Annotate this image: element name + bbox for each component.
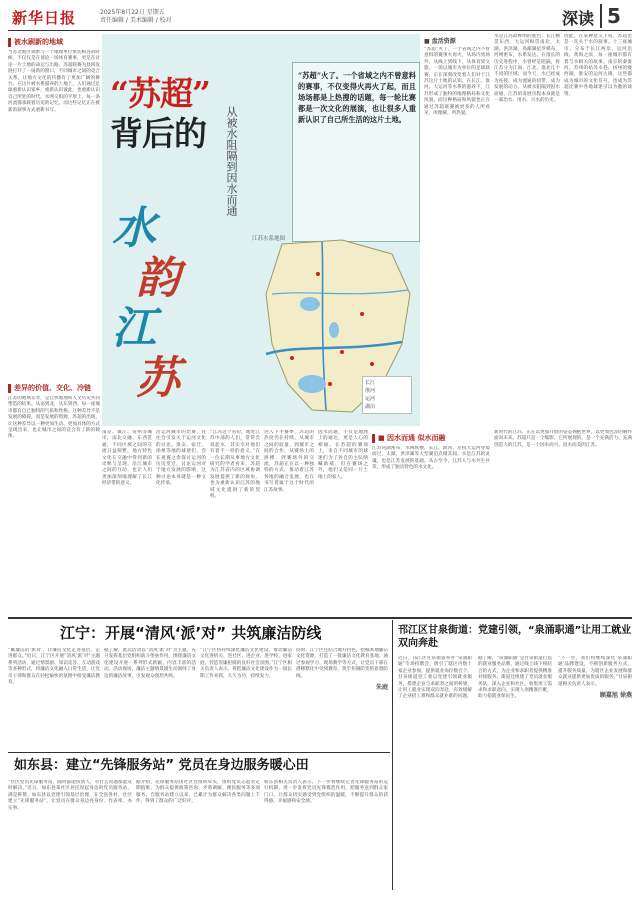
lower-col-7	[494, 430, 632, 614]
legend-item: 湖泊	[365, 404, 376, 410]
story4-col-2-body: 据了解，“泉涌职通”是甘泉街道打造的就业服务品牌，通过线上线下相结合的方式，为企业和求职者提供精准对接服务。街道还组建了党员就业服务队，深入企业和社区，收集用工需求和求职意向，实现人岗精准匹配，助力稳就业保民生。	[478, 656, 552, 700]
lower-col-7-body: 新时代的江苏，正在以更加开放的姿态拥抱世界，以更加包容的胸怀面向未来。苏超只是一个缩影，它所展现的，是一个充满活力、充满创造力的江苏，是一个因水而兴、因水而美的江苏。	[494, 430, 632, 448]
left-body-1: 当苏北地区频繁与一个地理单位密切相连的时候，不仅仅是在谈论一场体育赛事，更是在讨论一片土地的命运与出路。苏超联赛为县域发展打开了一扇新的窗口，不同城市之间的竞合关系，让地方文化的传播有了更加广阔的舞台。在这片被水系滋养的土地上，人们通过足球重新认识家乡，重新认识彼此，也重新认识自己所处的时代。水网交织的平原上，每一条河流都承载着历史的记忆，而这些记忆正在被新的叙事方式重新书写。	[8, 50, 100, 113]
story4-col-3	[558, 656, 632, 888]
taihu-lake	[298, 375, 326, 393]
section-title: 深读	[561, 9, 594, 28]
newspaper-logo: 新华日报	[12, 9, 77, 27]
hero-graphic	[102, 34, 420, 426]
editor-line: 责任编辑 / 美术编辑 / 校对	[100, 17, 172, 24]
lower-col-5	[318, 430, 368, 614]
lower-col-1	[102, 430, 152, 614]
lower-col-6-head: ■ 因水而通 似水而融	[372, 434, 490, 443]
column-divider	[392, 620, 393, 890]
art-char-1: 水	[112, 203, 156, 254]
right-col-1-body: “苏超”火了，一个省域之内不曾意料的赛事火再火，从场内到场外，从线上到线下，从体育到文旅，一场以城市为单位的足球联赛，正在深刻改变着人们对于江苏这片土地的认知。在长江、淮河、大运河等水系的滋养下，江苏形成了独特的地理格局和文化风貌，而这种格局和风貌也正在通过苏超联赛被更多的人所看见、所理解、所热爱。	[424, 47, 490, 117]
story2-col-3-body: “江宁区将持续深化廉洁文化建设，推动廉洁文化进机关、进社区、进企业、进学校、进家庭，营造崇廉拒腐的良好社会氛围。”江宁区相关负责人表示，将把廉洁文化建设作为一项长期工作来抓，久久为功，持续发力。	[200, 648, 292, 679]
hero-subtitle: 从被水阻隔到因水而通	[225, 106, 238, 216]
page-number: 5	[600, 4, 626, 28]
lower-col-6-body: 江苏河湖密布，水网纵横，长江、淮河、京杭大运河穿境而过，太湖、洪泽湖等大型湖泊点缀其间。水是江苏的灵魂，也是江苏发展的基础。从古至今，江苏人与水共生共荣，形成了独具特色的水文化。	[372, 446, 490, 471]
issue-date: 2025年8月22日 星期五	[100, 9, 165, 16]
right-col-2-body: 水是江苏最鲜明的底色。长江横贯东西，大运河纵贯南北，太湖、洪泽湖、高邮湖星罗棋布，河网密布，水系发达。在漫长的历史进程中，水曾经是阻隔，将江苏分为江南、江北、淮北几个不同的区域；而今天，水已经成为连接，成为流通的纽带，成为发展的动力。从被水阻隔到因水而通，江苏的发展历程本身就是一部治水、用水、兴水的历史。	[494, 34, 560, 104]
hero-caption: “苏超”火了。一个省域之内不曾意料的赛事，不仅变得火再火了起，而且场场都是上热搜的话题，每一轮比赛都是一次文化的展演，也让很多人重新认识了自己所生活的这片土地。	[298, 71, 416, 124]
legend-item: 运河	[365, 396, 376, 402]
hongze-lake	[300, 297, 320, 311]
jiangsu-map	[252, 234, 416, 420]
story3-col-2-body: 据介绍，先锋服务站由社区党组织牵头，组织党员志愿者定期值班，为群众提供政策咨询、矛盾调解、便民服务等多项服务。自服务站建立以来，已累计为群众解决各类问题上千件，得到了群众的广泛好评。	[136, 780, 260, 805]
lower-col-6	[372, 430, 490, 614]
lower-col-5-body: 因水而通，不仅是地理上的通达，更是人心的相通。在苏超的赛场上，来自不同城市的球迷们为了各自的主队呐喊助威，但在赛场之外，他们又是同一片土地上的家人。	[318, 430, 368, 480]
right-col-3	[564, 34, 632, 426]
story3-col-3	[264, 780, 388, 888]
story2-col-4-body: 同时，江宁区还结合地方特色，挖掘本地廉洁文化资源，打造了一批廉洁文化教育基地，通过参观学习、现场教学等方式，让党员干部在潜移默化中受到教育，筑牢拒腐防变的思想防线。	[296, 648, 388, 679]
hero-title	[110, 74, 214, 154]
left-body-2: 江苏的地域差异，是自然地理和人文历史共同塑造的结果。从南到北，从东到西，每一座城市都有自己独特的气质和性格。这种差异不是发展的障碍，而是发展的资源。苏超的出现，让这种差异以一种更加生动、更加具体的方式呈现出来，也让城市之间的竞合有了新的载体。	[8, 396, 100, 440]
story2-col-1	[8, 648, 100, 748]
legend-item: 长江	[365, 380, 376, 386]
story2-col-1-body: “戴廉洁的‘派对’，让廉洁文化走进基层、走进群众。”近日，江宁区开展“清风‘派’对”主题系列活动，通过情景剧、知识竞答、互动游戏等多种形式，将廉洁文化融入日常生活，让党员干部和群众在轻松愉快的氛围中接受廉洁教育。	[8, 648, 100, 686]
story2-col-2-body: 据了解，此次活动以“清风‘派’对”为主题，充分发挥基层党组织战斗堡垒作用，围绕廉洁文化建设开展一系列形式新颖、内容丰富的活动。活动现场，廉洁主题情景剧生动演绎了身边的廉洁故事，引发观众强烈共鸣。	[104, 648, 196, 679]
right-col-2	[494, 34, 560, 426]
lower-col-4	[264, 430, 314, 614]
story2-col-2	[104, 648, 196, 748]
story-divider	[8, 752, 390, 753]
section-divider	[8, 617, 632, 619]
story2-byline: 朱庭	[375, 684, 388, 692]
hero-title-line2: 背后的	[110, 114, 206, 153]
story3-col-3-body: 如东县相关负责人表示，下一步将继续完善先锋服务站的运行机制，进一步发挥党员先锋模范作用，把服务送到群众家门口，让群众切实感受到党组织的温暖，不断提升群众的获得感、幸福感和安全感。	[264, 780, 388, 805]
lower-col-2-body: 沿运河城市的比赛，往往会引发关于运河文化的讨论。淮安、宿迁、徐州等地的球迷们，会在观赛之余探讨运河的历史变迁，讨论运河对于地方发展的影响，这种讨论本身就是一种文化传承。	[156, 430, 206, 487]
hero-title-line1: “苏超”	[110, 74, 210, 113]
story2-col-4	[296, 648, 388, 748]
lower-col-1-body: 南京、镇江、常州等城市，南北交融、东西贯通，不同区域之间的交流日益频繁，地方特色文化在交融中得到新的诠释与呈现。沿江城市之间的互动，也让人们更加深刻地理解了长江经济带的意义。	[102, 430, 152, 487]
story3-col-2	[136, 780, 260, 888]
art-char-4: 苏	[136, 353, 180, 404]
left-subhead-1: 被水刷新的地域	[8, 38, 100, 47]
gaoyou-lake	[329, 322, 339, 338]
lower-col-4-body: 进入下半赛季，苏超的热度仍在持续。从城市之间的较量，到城市之间的合作，从赛场上的拼搏，到赛场外的交流，苏超正在以一种独特的方式，推动着江苏各地的融合发展，也在书写着属于这个时代的江苏故事。	[264, 430, 314, 493]
story4-col-1	[398, 656, 472, 888]
map-legend	[362, 376, 412, 414]
art-char-2: 韵	[136, 253, 180, 304]
story3-col-1-body: “社区党员先锋服务站，随时都能找到人，有什么问题都能及时解决。”近日，如东县某社区居民说起身边的党员服务站，满是称赞。如东县以党建引领基层治理，在全县各村、社区建立“先锋服务站”，让党员在群众身边亮身份、作表率、办实事。	[8, 780, 132, 811]
left-column	[8, 34, 100, 614]
lower-col-3-body: “江苏这个省份，地处江苏中部的人们，常常会说起水，其实水对他们有着不一样的意义。”在一位长期从事地方文化研究的学者看来，苏超为江苏省内的区域协调发展提供了新的视角，也为重新认识江苏的地域文化提供了新的契机。	[210, 430, 260, 500]
lower-col-3	[210, 430, 260, 614]
art-char-3: 江	[112, 303, 156, 354]
right-col-3-body: 因此，在某种意义上说，苏超也是一次关于水的叙事。十三座城市，分布于长江两岸、运河沿线、黄海之滨，每一座城市都有着与水相关的故事。南京的秦淮河、苏州的姑苏水巷、扬州的瘦西湖、淮安的运河古镇，这些都成为城市的文化符号，也成为苏超比赛中各地球迷引以为傲的谈资。	[564, 34, 632, 97]
masthead-meta	[100, 9, 172, 25]
right-col-1	[424, 34, 490, 426]
story3-col-1	[8, 780, 132, 888]
story4-col-1-body: 近日，邗江区甘泉街道举办“泉涌职通”专场招聘会，吸引了辖区内数十家企业参加，提供就业岗位数百个。甘泉街道党工委以党建引领就业服务，搭建企业与求职者之间的桥梁，让用工就业实现双向奔赴，有效缓解了企业招工难和群众就业难的问题。	[398, 656, 472, 700]
masthead	[8, 4, 632, 31]
lower-col-2	[156, 430, 206, 614]
story4-col-3-body: “下一步，我们将继续深化‘泉涌职通’品牌建设，不断创新服务方式，提升服务质量，为辖区企业发展和群众就业提供更加优质的服务。”甘泉街道相关负责人表示。	[558, 656, 632, 687]
left-subhead-2: 差异的价值、交化、冷链	[8, 384, 100, 393]
story2-headline: 江宁：开展“清风‘派’对” 共筑廉洁防线	[60, 624, 322, 642]
right-col-1-head: ■ 盘活资源	[424, 38, 456, 45]
story4-headline: 邗江区甘泉街道：党建引领，“泉涌职通”让用工就业双向奔赴	[398, 625, 632, 649]
story3-headline: 如东县：建立“先锋服务站” 党员在身边服务暖心田	[14, 758, 309, 773]
story4-byline: 顾嘉旭 徐燕	[599, 692, 632, 700]
story2-col-3	[200, 648, 292, 748]
legend-item: 淮河	[365, 388, 376, 394]
map-label: 江苏水系地图	[252, 236, 286, 242]
calligraphy-art	[112, 204, 186, 414]
story4-col-2	[478, 656, 552, 888]
